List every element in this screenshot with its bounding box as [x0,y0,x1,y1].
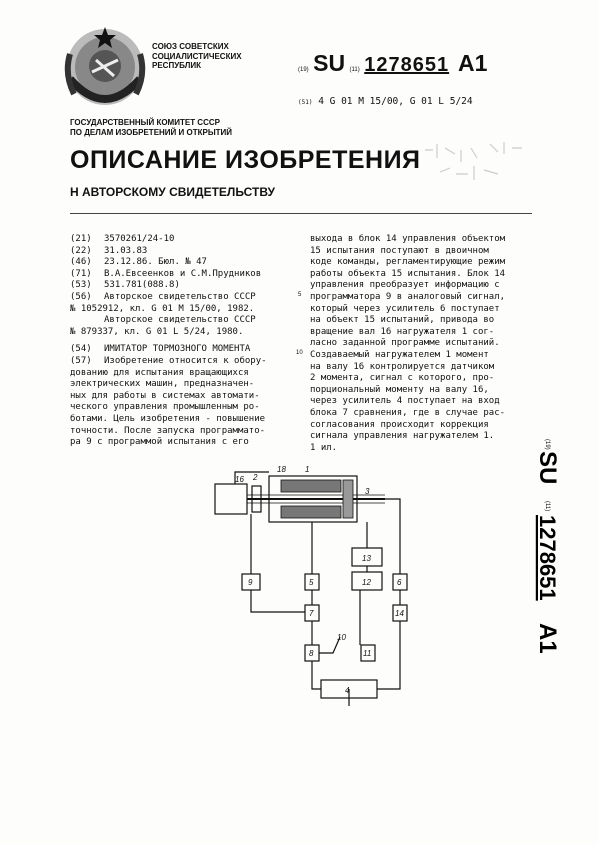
label-5: 5 [309,578,314,587]
invention-title: ИМИТАТОР ТОРМОЗНОГО МОМЕНТА [104,344,251,355]
abstract-col1: дованию для испытания вращающихся электрических машин, предназначен- ных для работы в системах автомати- ческого управления промышленным ро- ботами. Цель изобретения - повышение точности. После запуска программато- ра 9 с программой испытания с его [70,367,266,448]
label-2: 2 [253,473,258,482]
invention-title-entry: (54) ИМИТАТОР ТОРМОЗНОГО МОМЕНТА [70,344,251,355]
label-4: 4 [345,686,350,695]
reference-1: № 1052912, кл. G 01 M 15/00, 1982. [70,303,255,314]
label-16: 16 [235,475,244,484]
bibliographic-column [70,234,292,449]
label-3: 3 [365,487,370,496]
side-publication-number [532,435,582,665]
margin-line-number: 5 [298,292,302,298]
label-7: 7 [309,609,314,618]
test-object-15 [215,484,247,514]
label-1: 1 [305,465,310,474]
biblio-entry: (56) Авторское свидетельство СССР [70,291,256,302]
block-diagram [205,462,425,712]
reference-2-line-1: Авторское свидетельство СССР [104,315,256,326]
biblio-entry: (71) В.А.Евсеенков и С.М.Прудников [70,268,262,279]
biblio-entry: (22) 31.03.83 [70,245,148,256]
label-13: 13 [362,554,371,563]
faint-stamp-marks [420,130,540,200]
committee-name: ГОСУДАРСТВЕННЫЙ КОМИТЕТ СССР ПО ДЕЛАМ ИЗОБРЕТЕНИЙ И ОТКРЫТИЙ [70,118,233,137]
side-number: 1278651 [535,515,560,601]
label-18: 18 [277,465,286,474]
ussr-emblem-logo [62,24,148,110]
patent-number: 1278651 [364,54,450,76]
side-country: SU [534,451,561,485]
margin-line-number: 10 [296,350,303,356]
label-14: 14 [395,609,404,618]
label-8: 8 [309,649,314,658]
side-code-19: (19) [544,439,550,450]
side-kind: A1 [534,623,561,654]
inid-code-11: (11) [349,67,360,73]
biblio-entry: (53) 531.781(088.8) [70,280,180,291]
reference-2-line-2: № 879337, кл. G 01 L 5/24, 1980. [70,326,244,337]
country-code: SU [313,50,346,76]
inid-code-19: (19) [298,67,309,73]
kind-code: A1 [457,50,488,76]
document-title: ОПИСАНИЕ ИЗОБРЕТЕНИЯ [70,146,421,174]
label-6: 6 [397,578,402,587]
label-9: 9 [248,578,253,587]
side-code-11: (11) [544,501,550,512]
label-11: 11 [363,649,372,658]
header-rule [70,213,532,214]
publication-number [298,50,487,77]
biblio-entry: (46) 23.12.86. Бюл. № 47 [70,257,207,268]
document-subtitle: Н АВТОРСКОМУ СВИДЕТЕЛЬСТВУ [70,185,276,199]
abstract-col2: выхода в блок 14 управления объектом 15 испытания поступают в двоичном коде команды, регламентирующие режим работы объекта 15 испытания. Блок 14 управления преобразует информацию с программатора 9 в аналоговый сигнал, который через усилитель 6 поступает на объект 15 испытаний, привода во вращение вал 16 нагружателя 1 сог- ласно заданной программе испытаний. Создаваемый нагружателем 1 момент на валу 16 контролируется датчиком 2 момента, сигнал с которого, про- порциональный моменту на валу 16, через усилитель 4 поступает на вход блока 7 сравнения, где в случае рас- согласования происходит коррекция сигнала управления нагружателем 1. 1 ил. [310,234,506,453]
biblio-entry: (21) 3570261/24-10 [70,234,175,244]
label-12: 12 [362,578,371,587]
issuer-name: СОЮЗ СОВЕТСКИХ СОЦИАЛИСТИЧЕСКИХ РЕСПУБЛИК [152,42,242,70]
label-10: 10 [337,633,346,642]
abstract-entry: (57) Изобретение относится к обору- [70,355,267,366]
ipc-classification: (51) 4 G 01 M 15/00, G 01 L 5/24 [298,96,473,107]
